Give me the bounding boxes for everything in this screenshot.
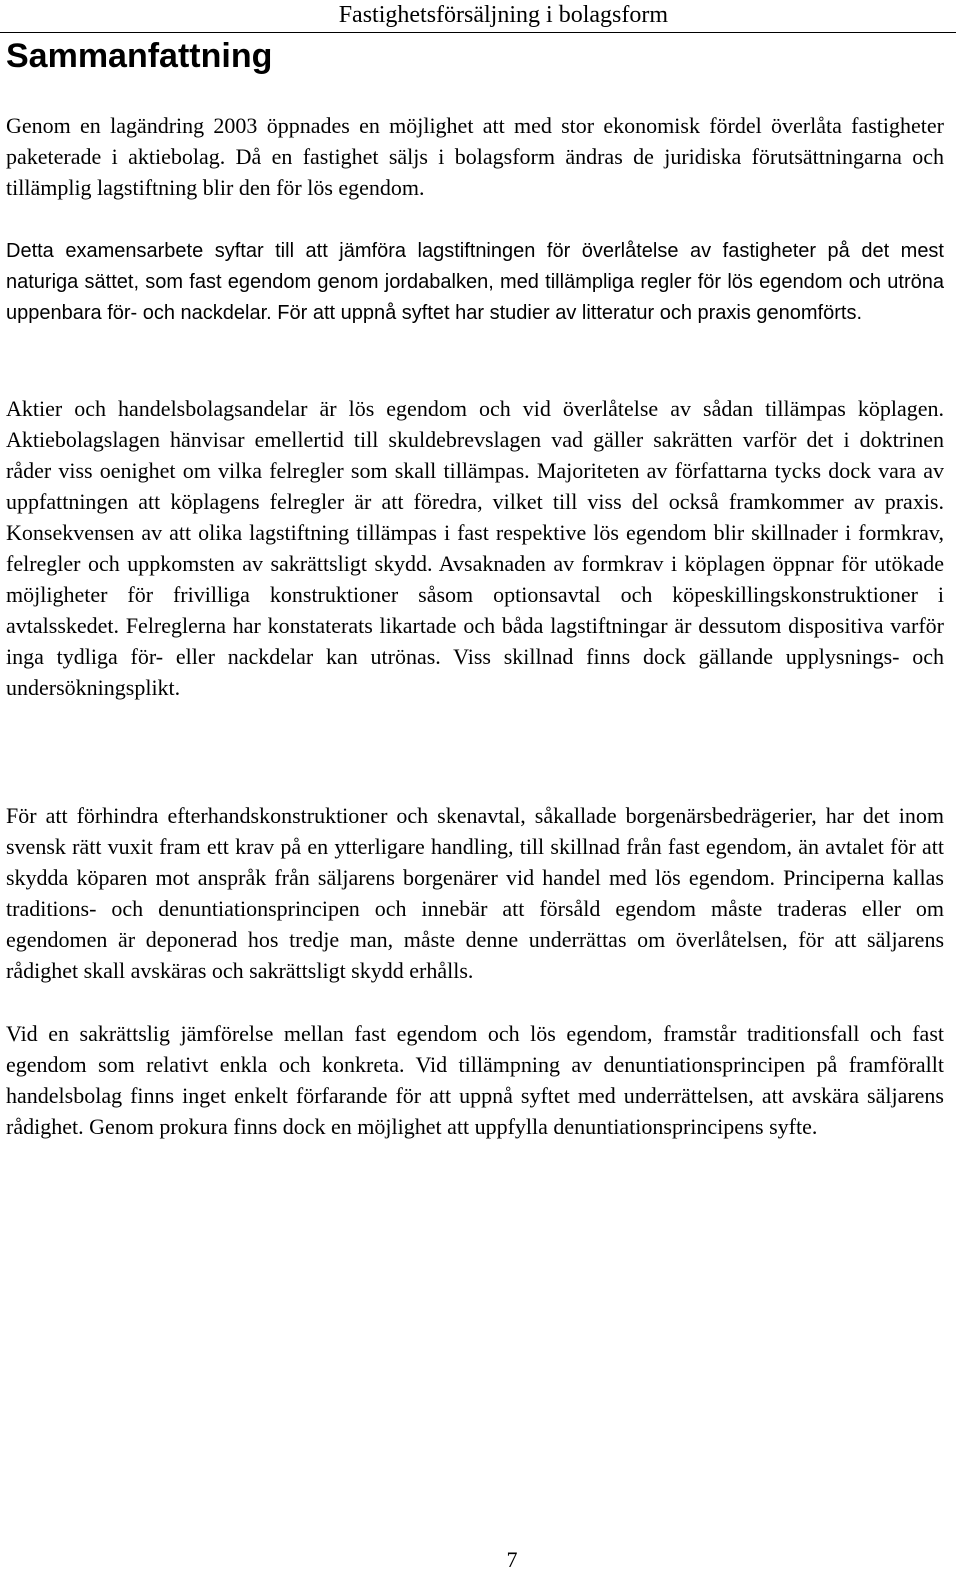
page-number: 7 <box>506 1547 518 1572</box>
paragraph-comparison: Vid en sakrättslig jämförelse mellan fast egendom och lös egendom, framstår traditionsfall och fast egendom som relativt enkla och konkreta. Vid tillämpning av denuntiationsprincipen på framförallt handelsbolag finns inget enkelt förfarande för att uppnå syftet med underrättelsen, att avskära säljarens rådighet. Genom prokura finns dock en möjlighet att uppfylla denuntiationsprincipens syfte. <box>6 1021 944 1139</box>
running-header <box>0 0 956 33</box>
paragraph-share-transfer: Aktier och handelsbolagsandelar är lös egendom och vid överlåtelse av sådan tillämpas köplagen. Aktiebolagslagen hänvisar emellertid till skuldebrevslagen vad gäller sakrätten varför det i doktrinen råder viss oenighet om vilka felregler som skall tillämpas. Majoriteten av författarna tycks dock vara av uppfattningen att köplagens felregler är att föredra, vilket till viss del också framkommer av praxis. Konsekvensen av att olika lagstiftning tillämpas i fast respektive lös egendom blir skillnader i formkrav, felregler och uppkomsten av sakrättsligt skydd. Avsaknaden av formkrav i köplagen öppnar för utökade möjligheter för frivilliga konstruktioner såsom optionsavtal och köpeskillingskonstruktioner i avtalsskedet. Felreglerna har konstaterats likartade och båda lagstiftningar är dessutom dispositiva varför inga tydliga för- eller nackdelar kan utrönas. Viss skillnad finns dock gällande upplysnings- och undersökningsplikt. <box>6 396 944 700</box>
paragraph-intro: Genom en lagändring 2003 öppnades en möjlighet att med stor ekonomisk fördel överlåta fastigheter paketerade i aktiebolag. Då en fastighet säljs i bolagsform ändras de juridiska förutsättningarna och tillämplig lagstiftning blir den för lös egendom. <box>6 113 944 200</box>
paragraph-purpose: Detta examensarbete syftar till att jämföra lagstiftningen för överlåtelse av fastigheter på det mest naturiga sättet, som fast egendom genom jordabalken, med tillämpliga regler för lös egendom och utröna uppenbara för- och nackdelar. För att uppnå syftet har studier av litteratur och praxis genomförts. <box>6 240 944 324</box>
paragraph-creditor-protection: För att förhindra efterhandskonstruktioner och skenavtal, såkallade borgenärsbedrägerier, har det inom svensk rätt vuxit fram ett krav på en ytterligare handling, till skillnad från fast egendom, än avtalet för att skydda köparen mot anspråk från säljarens borgenärer vid handel med lös egendom. Principerna kallas traditions- och denuntiationsprincipen och innebär att försåld egendom måste traderas eller om egendomen är deponerad hos tredje man, måste denne underrättas om överlåtelsen, för att säljarens rådighet skall avskäras och sakrättsligt skydd erhålls. <box>6 803 944 983</box>
running-header-title: Fastighetsförsäljning i bolagsform <box>338 2 668 28</box>
section-heading: Sammanfattning <box>6 37 273 75</box>
